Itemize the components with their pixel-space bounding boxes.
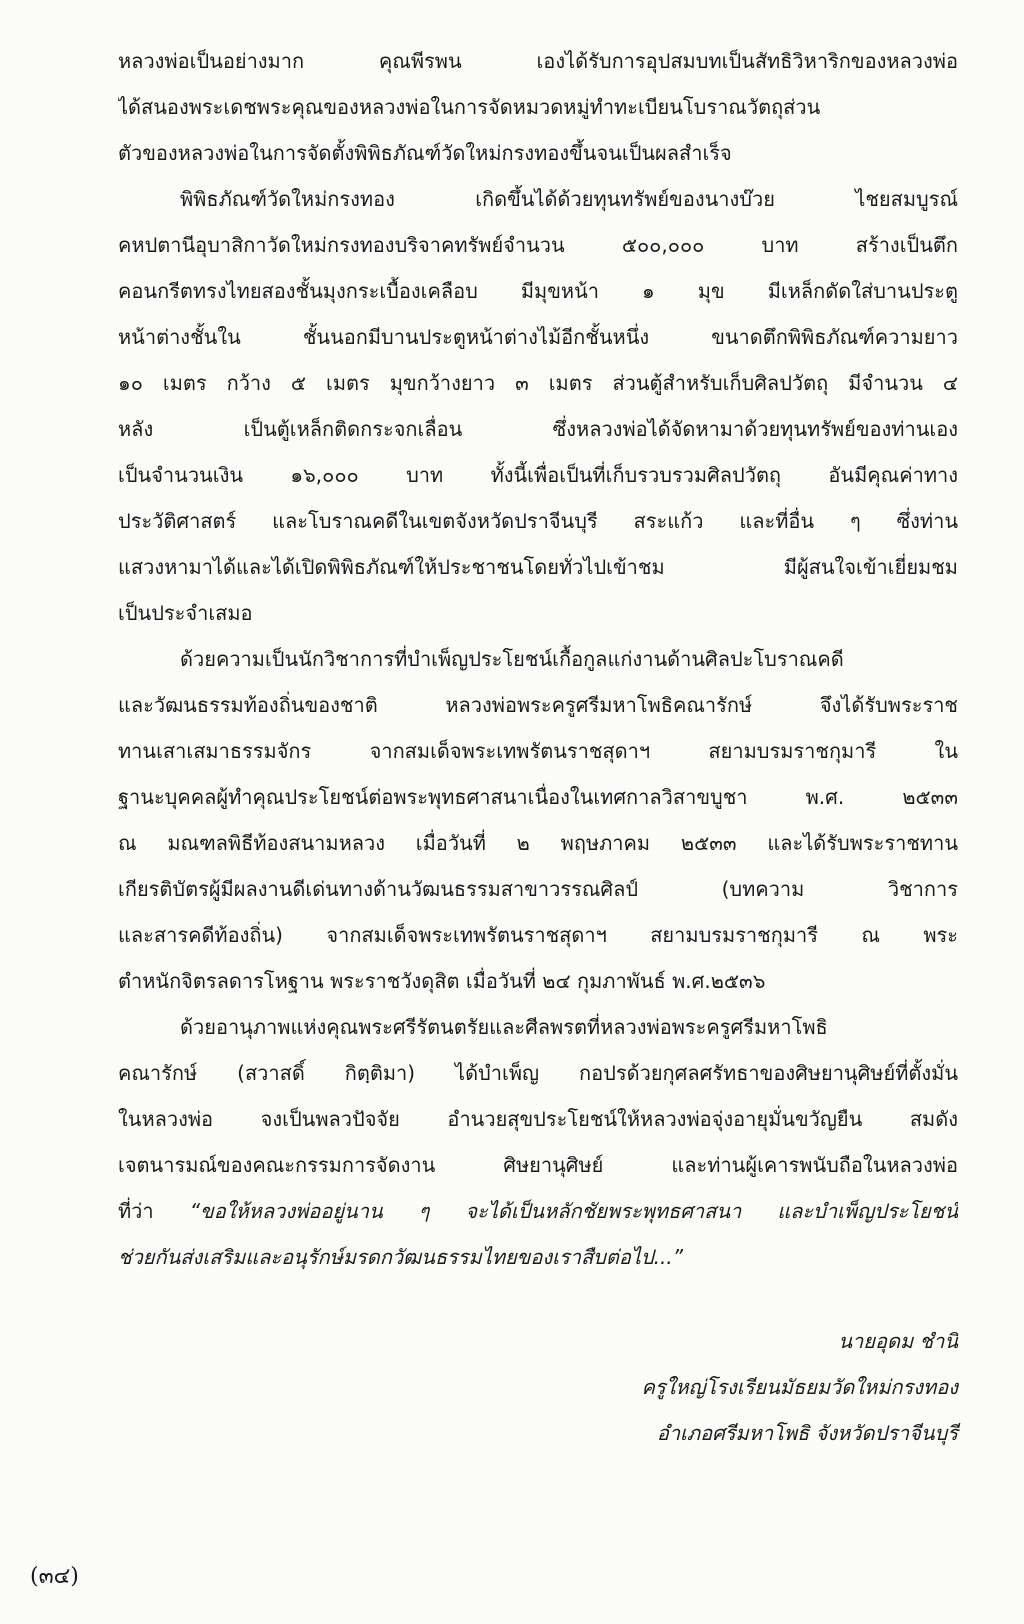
text-line: คอนกรีตทรงไทยสองชั้นมุงกระเบื้องเคลือบ มีมุขหน้า ๑ มุข มีเหล็กดัดใส่บานประตู — [118, 279, 958, 303]
text-line: คหปตานีอุบาสิกาวัดใหม่กรงทองบริจาคทรัพย์จำนวน ๕๐๐,๐๐๐ บาท สร้างเป็นตึก — [118, 233, 958, 257]
text-line: เป็นจำนวนเงิน ๑๖,๐๐๐ บาท ทั้งนี้เพื่อเป็นที่เก็บรวบรวมศิลปวัตถุ อันมีคุณค่าทาง — [118, 463, 958, 487]
quote-text: ช่วยกันส่งเสริมและอนุรักษ์มรดกวัฒนธรรมไทยของเราสืบต่อไป...” — [118, 1245, 684, 1269]
text-line: เป็นประจำเสมอ — [118, 601, 253, 625]
paragraph-4 — [118, 1004, 958, 1280]
text-line: หน้าต่างชั้นใน ชั้นนอกมีบานประตูหน้าต่างไม้อีกชั้นหนึ่ง ขนาดตึกพิพิธภัณฑ์ความยาว — [118, 325, 958, 349]
text-line: ฐานะบุคคลผู้ทำคุณประโยชน์ต่อพระพุทธศาสนาเนื่องในเทศกาลวิสาขบูชา พ.ศ. ๒๕๓๓ — [118, 785, 958, 809]
paragraph-1 — [118, 38, 958, 176]
quote-lead: ที่ว่า — [118, 1199, 154, 1223]
text-line: หลวงพ่อเป็นอย่างมาก คุณพีรพน เองได้รับการอุปสมบทเป็นสัทธิวิหาริกของหลวงพ่อ — [118, 49, 958, 73]
text-line: แสวงหามาได้และได้เปิดพิพิธภัณฑ์ให้ประชาชนโดยทั่วไปเข้าชม มีผู้สนใจเข้าเยี่ยมชม — [118, 555, 958, 579]
text-line: ด้วยความเป็นนักวิชาการที่บำเพ็ญประโยชน์เกื้อกูลแก่งานด้านศิลปะโบราณคดี — [180, 647, 844, 671]
text-line: หลัง เป็นตู้เหล็กติดกระจกเลื่อน ซึ่งหลวงพ่อได้จัดหามาด้วยทุนทรัพย์ของท่านเอง — [118, 417, 958, 441]
quote-line — [118, 1188, 958, 1234]
text-line: ได้สนองพระเดชพระคุณของหลวงพ่อในการจัดหมวดหมู่ทำทะเบียนโบราณวัตถุส่วน — [118, 95, 821, 119]
text-line: ในหลวงพ่อ จงเป็นพลวปัจจัย อำนวยสุขประโยชน์ให้หลวงพ่อจุ่งอายุมั่นขวัญยืน สมดัง — [118, 1107, 958, 1131]
text-line: เกียรติบัตรผู้มีผลงานดีเด่นทางด้านวัฒนธรรมสาขาวรรณศิลป์ (บทความ วิชาการ — [118, 877, 958, 901]
paragraph-2 — [118, 176, 958, 636]
text-line: คณารักษ์ (สวาสดิ์ กิตฺติมา) ได้บำเพ็ญ กอปรด้วยกุศลศรัทธาของศิษยานุศิษย์ที่ตั้งมั่น — [118, 1061, 958, 1085]
quote-text: “ขอให้หลวงพ่ออยู่นาน ๆ จะได้เป็นหลักชัยพระพุทธศาสนา และบำเพ็ญประโยชน์ — [189, 1199, 958, 1223]
text-line: และสารคดีท้องถิ่น) จากสมเด็จพระเทพรัตนราชสุดาฯ สยามบรมราชกุมารี ณ พระ — [118, 923, 958, 947]
paragraph-3 — [118, 636, 958, 1004]
document-body — [118, 38, 958, 1280]
signature-location: อำเภอศรีมหาโพธิ จังหวัดปราจีนบุรี — [656, 1421, 958, 1445]
text-line: ตำหนักจิตรลดารโหฐาน พระราชวังดุสิต เมื่อวันที่ ๒๔ กุมภาพันธ์ พ.ศ.๒๕๓๖ — [118, 969, 766, 993]
text-line: เจตนารมณ์ของคณะกรรมการจัดงาน ศิษยานุศิษย์ และท่านผู้เคารพนับถือในหลวงพ่อ — [118, 1153, 958, 1177]
signature-block — [641, 1318, 958, 1456]
text-line: ตัวของหลวงพ่อในการจัดตั้งพิพิธภัณฑ์วัดใหม่กรงทองขึ้นจนเป็นผลสำเร็จ — [118, 141, 732, 165]
text-line: และวัฒนธรรมท้องถิ่นของชาติ หลวงพ่อพระครูศรีมหาโพธิคณารักษ์ จึงได้รับพระราช — [118, 693, 958, 717]
text-line: ณ มณฑลพิธีท้องสนามหลวง เมื่อวันที่ ๒ พฤษภาคม ๒๕๓๓ และได้รับพระราชทาน — [118, 831, 958, 855]
signature-name: นายอุดม ชำนิ — [838, 1329, 958, 1353]
text-line: ด้วยอานุภาพแห่งคุณพระศรีรัตนตรัยและศีลพรตที่หลวงพ่อพระครูศรีมหาโพธิ — [180, 1015, 828, 1039]
text-line: ทานเสาเสมาธรรมจักร จากสมเด็จพระเทพรัตนราชสุดาฯ สยามบรมราชกุมารี ใน — [118, 739, 958, 763]
text-line: ประวัติศาสตร์ และโบราณคดีในเขตจังหวัดปราจีนบุรี สระแก้ว และที่อื่น ๆ ซึ่งท่าน — [118, 509, 958, 533]
text-line: ๑๐ เมตร กว้าง ๕ เมตร มุขกว้างยาว ๓ เมตร ส่วนตู้สำหรับเก็บศิลปวัตถุ มีจำนวน ๔ — [118, 371, 958, 395]
signature-position: ครูใหญ่โรงเรียนมัธยมวัดใหม่กรงทอง — [641, 1375, 958, 1399]
page-number: (๓๔) — [30, 1564, 79, 1589]
text-line: พิพิธภัณฑ์วัดใหม่กรงทอง เกิดขึ้นได้ด้วยทุนทรัพย์ของนางบ๊วย ไชยสมบูรณ์ — [180, 187, 958, 211]
